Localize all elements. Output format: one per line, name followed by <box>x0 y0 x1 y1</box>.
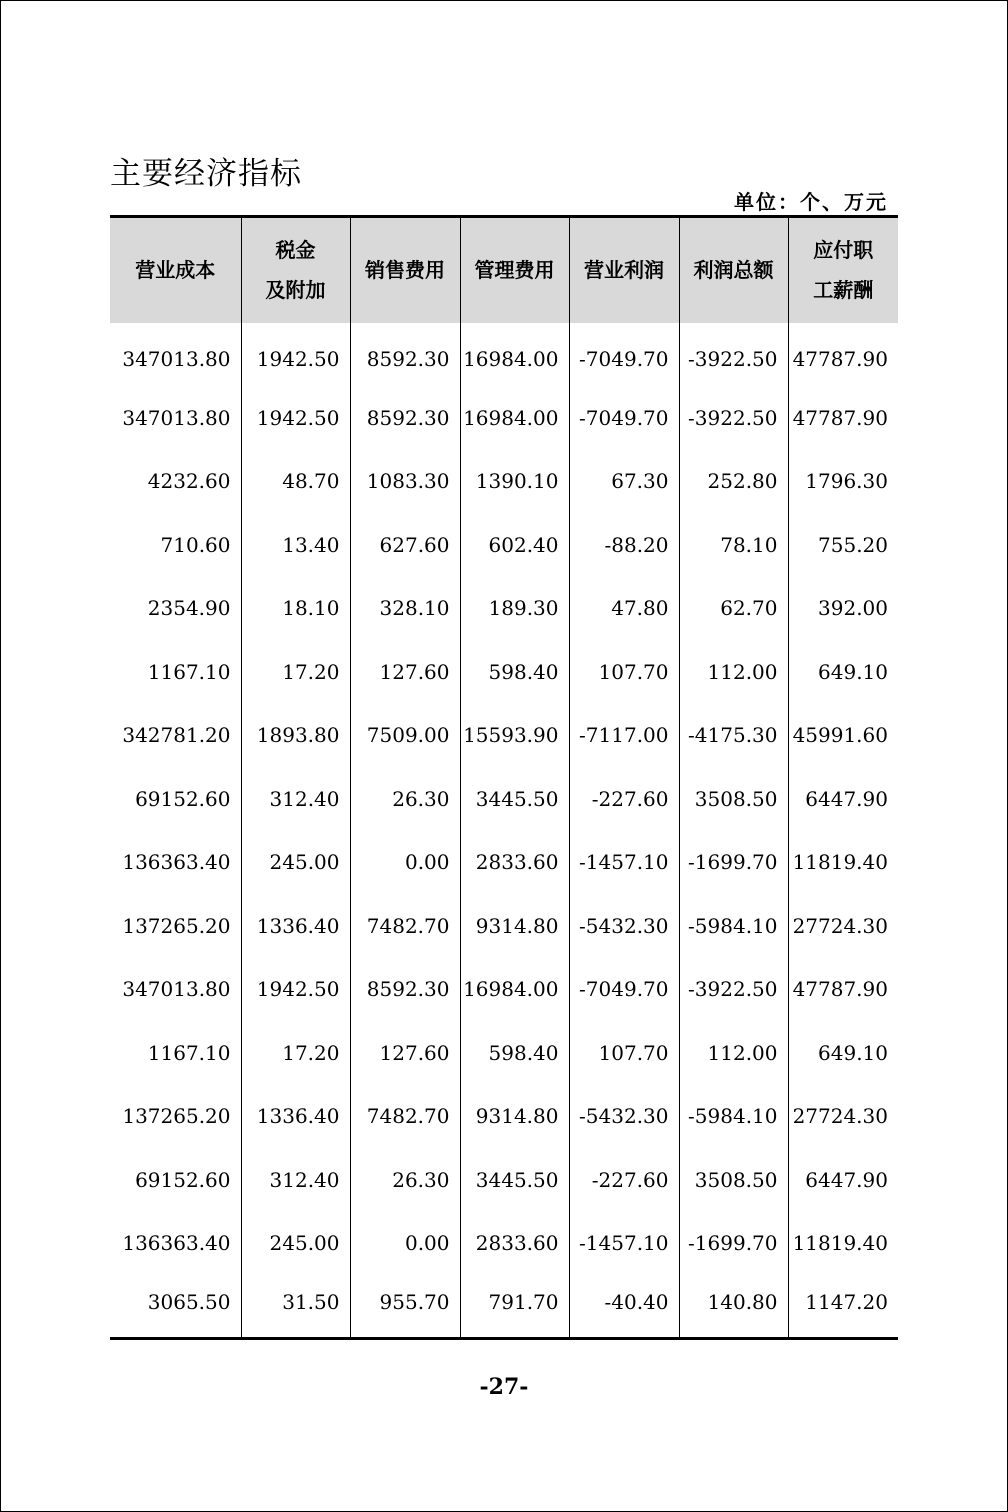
table-cell: 112.00 <box>679 640 788 704</box>
table-cell: 710.60 <box>110 513 241 577</box>
table-cell: -227.60 <box>569 767 679 831</box>
table-cell: 67.30 <box>569 450 679 514</box>
table-cell: 342781.20 <box>110 704 241 768</box>
table-cell: 9314.80 <box>460 1085 569 1149</box>
table-cell: -1457.10 <box>569 1212 679 1276</box>
table-cell: 791.70 <box>460 1275 569 1339</box>
table-cell: 602.40 <box>460 513 569 577</box>
table-cell: 13.40 <box>241 513 350 577</box>
header-payroll-payable: 应付职 工薪酬 <box>788 217 898 323</box>
table-row <box>110 386 898 450</box>
table-cell: 1336.40 <box>241 894 350 958</box>
table-cell: 328.10 <box>350 577 460 641</box>
table-cell: -7117.00 <box>569 704 679 768</box>
table-row <box>110 1085 898 1149</box>
page-title: 主要经济指标 <box>110 156 302 192</box>
table-cell: 45991.60 <box>792 723 888 748</box>
table-cell: 649.10 <box>818 1040 888 1065</box>
table-cell: 112.00 <box>679 1021 788 1085</box>
table-cell: 245.00 <box>241 831 350 895</box>
table-cell: 16984.00 <box>460 958 569 1022</box>
table-cell: 6447.90 <box>805 1167 888 1192</box>
table-cell: 16984.00 <box>460 386 569 450</box>
header-row <box>110 217 898 323</box>
table-cell: 127.60 <box>350 1021 460 1085</box>
economic-indicators-table <box>110 215 898 1340</box>
table-cell: 245.00 <box>241 1212 350 1276</box>
table-cell: 11819.40 <box>792 850 888 875</box>
table-cell: 136363.40 <box>110 831 241 895</box>
table-cell: 127.60 <box>350 640 460 704</box>
table-cell: 189.30 <box>460 577 569 641</box>
table-cell: 107.70 <box>569 1021 679 1085</box>
table-cell: 11819.40 <box>792 1231 888 1256</box>
table-cell: -88.20 <box>569 513 679 577</box>
table-cell: 3065.50 <box>110 1275 241 1339</box>
table-cell: 69152.60 <box>110 1148 241 1212</box>
table-cell: -3922.50 <box>679 386 788 450</box>
table-row <box>110 577 898 641</box>
table-cell: 47787.90 <box>792 347 888 372</box>
table-cell: 3508.50 <box>679 1148 788 1212</box>
table-cell: 392.00 <box>818 596 888 621</box>
page-number: -27- <box>479 1374 529 1400</box>
table-cell: 18.10 <box>241 577 350 641</box>
table-row <box>110 323 898 387</box>
table-cell: 31.50 <box>241 1275 350 1339</box>
table-cell: 136363.40 <box>110 1212 241 1276</box>
table-cell: 7509.00 <box>350 704 460 768</box>
table-cell: 47.80 <box>569 577 679 641</box>
table-row <box>110 640 898 704</box>
table-cell: -5984.10 <box>679 894 788 958</box>
table-cell: 137265.20 <box>110 894 241 958</box>
table-cell: 4232.60 <box>110 450 241 514</box>
table-cell: 16984.00 <box>460 323 569 387</box>
table-row <box>110 1212 898 1276</box>
table-cell: 755.20 <box>818 532 888 557</box>
table-cell: 27724.30 <box>792 913 888 938</box>
table-cell: -1699.70 <box>679 1212 788 1276</box>
table-cell: 9314.80 <box>460 894 569 958</box>
table-cell: 17.20 <box>241 640 350 704</box>
table-cell: 62.70 <box>679 577 788 641</box>
table-cell: 17.20 <box>241 1021 350 1085</box>
table-row <box>110 958 898 1022</box>
table-cell: 347013.80 <box>110 958 241 1022</box>
table-cell: -3922.50 <box>679 323 788 387</box>
table-cell: -5432.30 <box>569 894 679 958</box>
table-cell: 598.40 <box>460 1021 569 1085</box>
table-row <box>110 1275 898 1339</box>
table-cell: 137265.20 <box>110 1085 241 1149</box>
table-row <box>110 450 898 514</box>
header-operating-profit: 营业利润 <box>569 217 679 323</box>
header-operating-cost: 营业成本 <box>110 217 241 323</box>
table-cell: 1083.30 <box>350 450 460 514</box>
table-cell: 252.80 <box>679 450 788 514</box>
header-taxes-surcharges: 税金 及附加 <box>241 217 350 323</box>
table-cell: 2833.60 <box>460 1212 569 1276</box>
table-cell: 8592.30 <box>350 386 460 450</box>
table-cell: 2354.90 <box>110 577 241 641</box>
table-cell: -7049.70 <box>569 323 679 387</box>
table-cell: -1699.70 <box>679 831 788 895</box>
table-cell: 47787.90 <box>792 977 888 1002</box>
table-cell: 69152.60 <box>110 767 241 831</box>
table-cell: 107.70 <box>569 640 679 704</box>
table-cell: 312.40 <box>241 1148 350 1212</box>
table-cell: -5984.10 <box>679 1085 788 1149</box>
table-row <box>110 513 898 577</box>
table-cell: 2833.60 <box>460 831 569 895</box>
table-cell: 1167.10 <box>110 1021 241 1085</box>
table-cell: 78.10 <box>679 513 788 577</box>
table-cell: 1942.50 <box>241 958 350 1022</box>
table-cell: -7049.70 <box>569 958 679 1022</box>
table-row <box>110 767 898 831</box>
table-row <box>110 1148 898 1212</box>
table-cell: 598.40 <box>460 640 569 704</box>
header-total-profit: 利润总额 <box>679 217 788 323</box>
table-row <box>110 831 898 895</box>
table-cell: -227.60 <box>569 1148 679 1212</box>
table-cell: 8592.30 <box>350 958 460 1022</box>
table-cell: 26.30 <box>350 767 460 831</box>
table-cell: 7482.70 <box>350 894 460 958</box>
table-cell: 27724.30 <box>792 1104 888 1129</box>
table-cell: -40.40 <box>569 1275 679 1339</box>
table-cell: 312.40 <box>241 767 350 831</box>
table-cell: -1457.10 <box>569 831 679 895</box>
table-cell: 347013.80 <box>110 323 241 387</box>
table-cell: 1893.80 <box>241 704 350 768</box>
header-admin-expenses: 管理费用 <box>460 217 569 323</box>
table-cell: 3445.50 <box>460 767 569 831</box>
table-cell: 1942.50 <box>241 386 350 450</box>
table-cell: -3922.50 <box>679 958 788 1022</box>
table-cell: 47787.90 <box>792 405 888 430</box>
table-cell: 15593.90 <box>460 704 569 768</box>
table-body <box>110 323 898 1339</box>
table-cell: 955.70 <box>350 1275 460 1339</box>
table-row <box>110 704 898 768</box>
table-row <box>110 1021 898 1085</box>
table-cell: 1167.10 <box>110 640 241 704</box>
table-cell: 140.80 <box>679 1275 788 1339</box>
table-cell: -5432.30 <box>569 1085 679 1149</box>
table-cell: 7482.70 <box>350 1085 460 1149</box>
table-cell: 649.10 <box>818 659 888 684</box>
table-row <box>110 894 898 958</box>
table-cell: -4175.30 <box>679 704 788 768</box>
table-cell: 0.00 <box>350 1212 460 1276</box>
table-cell: 3508.50 <box>679 767 788 831</box>
table-cell: 0.00 <box>350 831 460 895</box>
table-cell: 8592.30 <box>350 323 460 387</box>
table-cell: 1147.20 <box>788 1275 898 1339</box>
table-cell: 3445.50 <box>460 1148 569 1212</box>
table-cell: 26.30 <box>350 1148 460 1212</box>
table-cell: 1336.40 <box>241 1085 350 1149</box>
table-cell: 1390.10 <box>460 450 569 514</box>
table-cell: -7049.70 <box>569 386 679 450</box>
unit-label: 单位：个、万元 <box>734 190 888 214</box>
table-header <box>110 217 898 323</box>
table-cell: 1796.30 <box>805 469 888 494</box>
table-cell: 6447.90 <box>805 786 888 811</box>
table-cell: 627.60 <box>350 513 460 577</box>
header-selling-expenses: 销售费用 <box>350 217 460 323</box>
table-cell: 347013.80 <box>110 386 241 450</box>
table-cell: 48.70 <box>241 450 350 514</box>
table-cell: 1942.50 <box>241 323 350 387</box>
